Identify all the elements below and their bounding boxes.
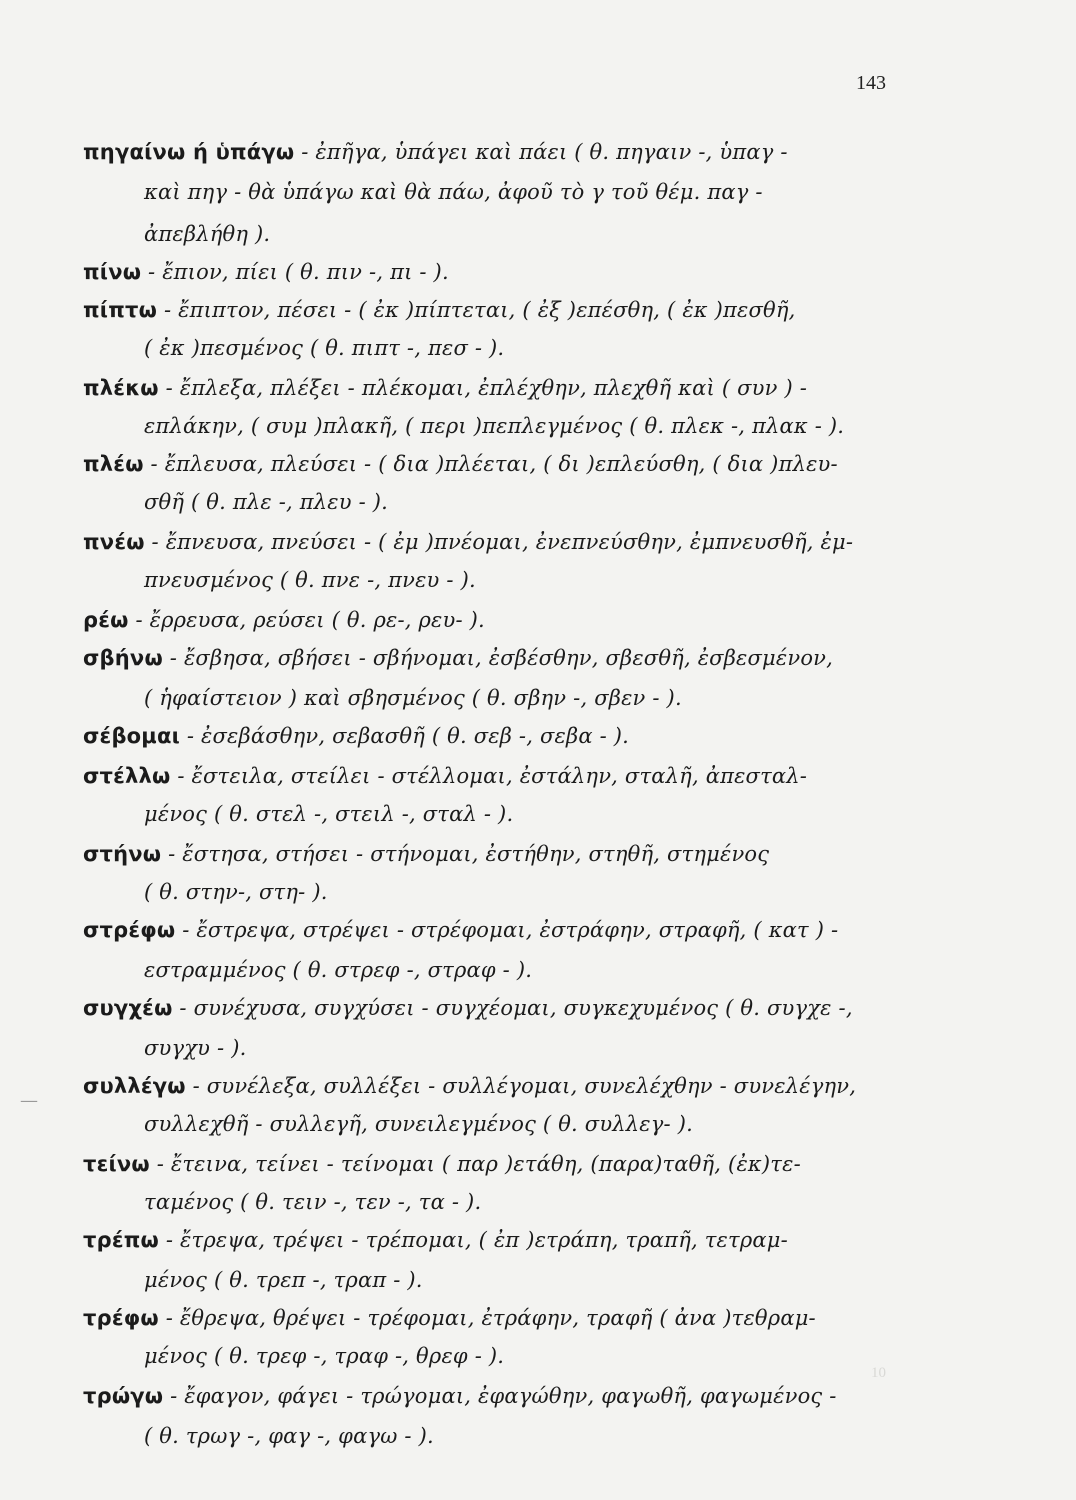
entry-text: σθῆ ( θ. πλε -, πλευ - ). bbox=[144, 490, 389, 514]
entry-line bbox=[0, 842, 1076, 866]
headword: ρέω bbox=[83, 608, 129, 632]
entry-text: - ἔρρευσα, ρεύσει ( θ. ρε-, ρευ- ). bbox=[128, 608, 485, 632]
entry-line bbox=[0, 260, 1076, 284]
entry-line bbox=[0, 452, 1076, 476]
entry-text: - ἔφαγον, φάγει - τρώγομαι, ἐφαγώθην, φαγωθῆ, φαγωμένος - bbox=[163, 1384, 837, 1408]
headword: συγχέω bbox=[83, 996, 173, 1020]
headword: στρέφω bbox=[83, 918, 176, 942]
entry-continuation-line bbox=[0, 802, 1076, 826]
entry-text: ( θ. τρωγ -, φαγ -, φαγω - ). bbox=[144, 1424, 434, 1448]
headword: συλλέγω bbox=[83, 1074, 186, 1098]
entry-line bbox=[0, 298, 1076, 322]
entry-text: συλλεχθῆ - συλλεγῆ, συνειλεγμένος ( θ. συλλεγ- ). bbox=[144, 1112, 693, 1136]
entry-text: συγχυ - ). bbox=[144, 1036, 247, 1060]
entry-text: - ἔπιον, πίει ( θ. πιν -, πι - ). bbox=[141, 260, 449, 284]
entry-text: ( ἐκ )πεσμένος ( θ. πιπτ -, πεσ - ). bbox=[144, 336, 505, 360]
headword: τρώγω bbox=[83, 1384, 164, 1408]
entry-text: - ἔπλευσα, πλεύσει - ( δια )πλέεται, ( δι )επλεύσθη, ( δια )πλευ- bbox=[143, 452, 838, 476]
entry-continuation-line bbox=[0, 958, 1076, 982]
entry-text: ( ἡφαίστειον ) καὶ σβησμένος ( θ. σβην -, σβεν - ). bbox=[144, 686, 682, 710]
entry-continuation-line bbox=[0, 414, 1076, 438]
entry-text: - ἔστρεψα, στρέψει - στρέφομαι, ἐστράφην, στραφῆ, ( κατ ) - bbox=[175, 918, 839, 942]
headword: πίπτω bbox=[83, 298, 158, 322]
entry-text: - ἔθρεψα, θρέψει - τρέφομαι, ἐτράφην, τραφῆ ( ἀνα )τεθραμ- bbox=[158, 1306, 816, 1330]
entry-line bbox=[0, 1152, 1076, 1176]
headword: πηγαίνω ή ὑπάγω bbox=[83, 140, 295, 164]
entry-continuation-line bbox=[0, 1344, 1076, 1368]
entry-line bbox=[0, 764, 1076, 788]
entry-line bbox=[0, 1306, 1076, 1330]
margin-dash-mark: — bbox=[20, 1090, 38, 1111]
entry-line bbox=[0, 996, 1076, 1020]
entry-text: - ἔσβησα, σβήσει - σβήνομαι, ἐσβέσθην, σβεσθῆ, ἐσβεσμένον, bbox=[162, 646, 834, 670]
entry-continuation-line bbox=[0, 686, 1076, 710]
entry-text: - ἔστησα, στήσει - στήνομαι, ἐστήθην, στηθῆ, στημένος bbox=[161, 842, 770, 866]
entry-text: ( θ. στην-, στη- ). bbox=[144, 880, 328, 904]
entry-continuation-line bbox=[0, 1190, 1076, 1214]
entry-text: - ἔπνευσα, πνεύσει - ( ἐμ )πνέομαι, ἐνεπνεύσθην, ἐμπνευσθῆ, ἐμ- bbox=[144, 530, 854, 554]
entry-line bbox=[0, 1228, 1076, 1252]
entry-continuation-line bbox=[0, 180, 1076, 204]
entry-text: μένος ( θ. στελ -, στειλ -, σταλ - ). bbox=[144, 802, 514, 826]
entry-line bbox=[0, 1074, 1076, 1098]
headword: σέβομαι bbox=[83, 724, 180, 748]
entry-text: επλάκην, ( συμ )πλακῆ, ( περι )πεπλεγμένος ( θ. πλεκ -, πλακ - ). bbox=[144, 414, 845, 438]
entry-text: - συνέλεξα, συλλέξει - συλλέγομαι, συνελέχθην - συνελέγην, bbox=[185, 1074, 857, 1098]
entry-continuation-line bbox=[0, 568, 1076, 592]
entry-text: εστραμμένος ( θ. στρεφ -, στραφ - ). bbox=[144, 958, 533, 982]
entry-text: - ἔπιπτον, πέσει - ( ἐκ )πίπτεται, ( ἐξ )επέσθη, ( ἐκ )πεσθῆ, bbox=[157, 298, 796, 322]
entry-line bbox=[0, 608, 1076, 632]
entry-line bbox=[0, 646, 1076, 670]
entry-text: - ἔπλεξα, πλέξει - πλέκομαι, ἐπλέχθην, πλεχθῆ καὶ ( συν ) - bbox=[158, 376, 808, 400]
entry-line bbox=[0, 918, 1076, 942]
entry-text: - ἔτεινα, τείνει - τείνομαι ( παρ )ετάθη, (παρα)ταθῆ, (ἐκ)τε- bbox=[149, 1152, 801, 1176]
entry-text: μένος ( θ. τρεφ -, τραφ -, θρεφ - ). bbox=[144, 1344, 505, 1368]
headword: πλέκω bbox=[83, 376, 159, 400]
entry-continuation-line bbox=[0, 1112, 1076, 1136]
headword: τρέφω bbox=[83, 1306, 159, 1330]
entry-text: πνευσμένος ( θ. πνε -, πνευ - ). bbox=[144, 568, 476, 592]
entry-line bbox=[0, 140, 1076, 164]
entry-continuation-line bbox=[0, 1424, 1076, 1448]
entry-line bbox=[0, 724, 1076, 748]
headword: σβήνω bbox=[83, 646, 163, 670]
entry-text: - συνέχυσα, συγχύσει - συγχέομαι, συγκεχυμένος ( θ. συγχε -, bbox=[172, 996, 853, 1020]
footer-mark: 10 bbox=[871, 1365, 886, 1381]
entry-continuation-line bbox=[0, 1036, 1076, 1060]
entry-continuation-line bbox=[0, 222, 1076, 246]
headword: στήνω bbox=[83, 842, 162, 866]
entry-text: ταμένος ( θ. τειν -, τεν -, τα - ). bbox=[144, 1190, 482, 1214]
entry-text: - ἔτρεψα, τρέψει - τρέπομαι, ( ἐπ )ετράπη, τραπῆ, τετραμ- bbox=[159, 1228, 788, 1252]
headword: πίνω bbox=[83, 260, 142, 284]
entry-text: ἀπεβλήθη ). bbox=[144, 222, 271, 246]
entry-line bbox=[0, 1384, 1076, 1408]
entry-continuation-line bbox=[0, 1268, 1076, 1292]
page-number: 143 bbox=[856, 72, 886, 94]
entry-text: μένος ( θ. τρεπ -, τραπ - ). bbox=[144, 1268, 423, 1292]
headword: τείνω bbox=[83, 1152, 150, 1176]
headword: στέλλω bbox=[83, 764, 171, 788]
headword: πνέω bbox=[83, 530, 145, 554]
entry-text: καὶ πηγ - θὰ ὑπάγω καὶ θὰ πάω, ἀφοῦ τὸ γ τοῦ θέμ. παγ - bbox=[144, 180, 763, 204]
entry-text: - ἐπῆγα, ὑπάγει καὶ πάει ( θ. πηγαιν -, ὑπαγ - bbox=[294, 140, 788, 164]
entry-continuation-line bbox=[0, 490, 1076, 514]
entry-text: - ἔστειλα, στείλει - στέλλομαι, ἐστάλην, σταλῆ, ἀπεσταλ- bbox=[170, 764, 808, 788]
entry-text: - ἐσεβάσθην, σεβασθῆ ( θ. σεβ -, σεβα - ). bbox=[179, 724, 630, 748]
entry-continuation-line bbox=[0, 336, 1076, 360]
entry-continuation-line bbox=[0, 880, 1076, 904]
headword: τρέπω bbox=[83, 1228, 159, 1252]
headword: πλέω bbox=[83, 452, 144, 476]
entry-line bbox=[0, 376, 1076, 400]
entry-line bbox=[0, 530, 1076, 554]
